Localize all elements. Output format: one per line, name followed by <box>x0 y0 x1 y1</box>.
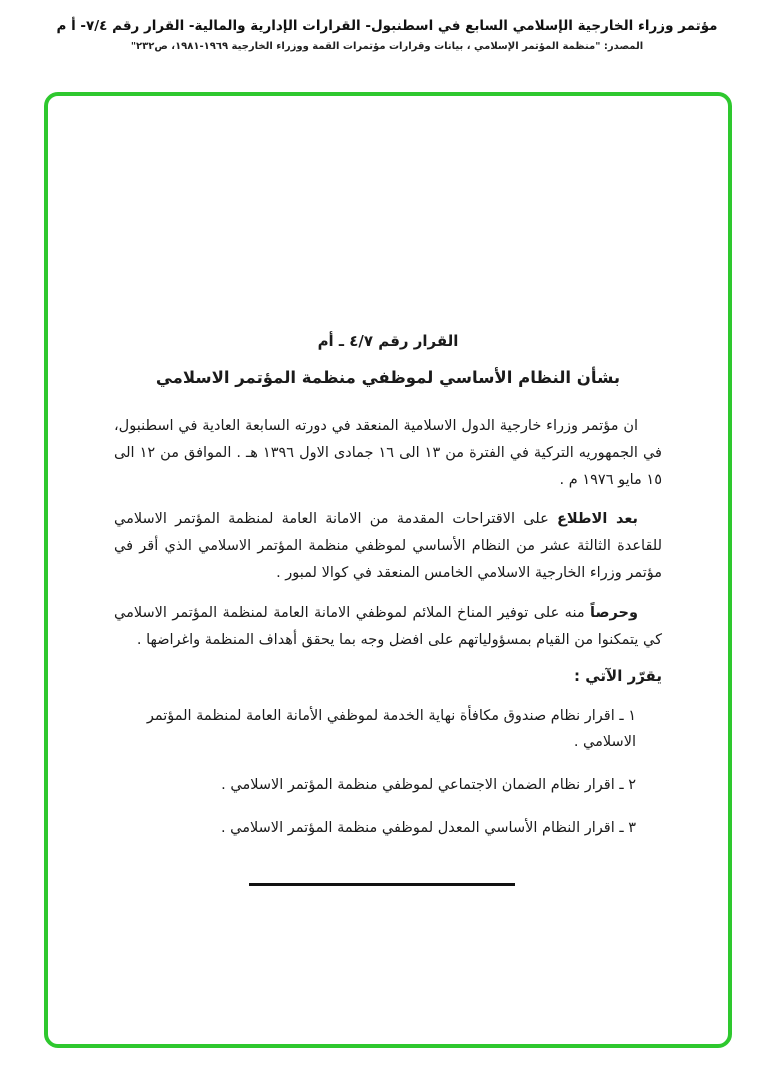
paragraph-motivation <box>114 600 662 654</box>
document-page-border <box>44 92 732 1048</box>
paragraph-text: ان مؤتمر وزراء خارجية الدول الاسلامية المنعقد في دورته السابعة العادية في اسطنبول، في الجمهوريه التركية في الفترة من ١٣ الى ١٦ جمادى الاول ١٣٩٦ هـ . الموافق من ١٢ الى ١٥ مايو ١٩٧٦ م . <box>114 418 662 488</box>
paragraph-preamble <box>114 413 662 493</box>
paragraph-text: على الاقتراحات المقدمة من الامانة العامة لمنظمة المؤتمر الاسلامي للقاعدة الثالثة عشر من النظام الأساسي لموظفي منظمة المؤتمر الاسلامي الذي أقر في مؤتمر وزراء الخارجية الاسلامي الخامس المنعقد في كوالا لمبور . <box>114 511 662 582</box>
decision-intro: يقرّر الآتي : <box>574 666 662 685</box>
citation-line-1: مؤتمر وزراء الخارجية الإسلامي السابع في اسطنبول- القرارات الإدارية والمالية- القرار رقم ٧/٤- أ م <box>56 18 718 34</box>
citation-line-2: المصدر: "منظمة المؤتمر الإسلامي ، بيانات وقرارات مؤتمرات القمة ووزراء الخارجية ١٩٦٩-١٩٨١، ص٢٣٢" <box>130 41 644 52</box>
paragraph-lead: بعد الاطلاع <box>556 511 638 528</box>
citation-header <box>0 0 774 52</box>
paragraph-lead: وحرصاً <box>590 604 638 621</box>
list-item: ٢ ـ اقرار نظام الضمان الاجتماعي لموظفي منظمة المؤتمر الاسلامي . <box>221 776 636 793</box>
document-title: بشأن النظام الأساسي لموظفي منظمة المؤتمر الاسلامي <box>155 368 621 387</box>
footer-divider <box>249 883 515 886</box>
list-item: ٣ ـ اقرار النظام الأساسي المعدل لموظفي منظمة المؤتمر الاسلامي . <box>220 819 636 836</box>
scanned-document-body <box>48 96 728 886</box>
paragraph-text: منه على توفير المناخ الملائم لموظفي الامانة العامة لمنظمة المؤتمر الاسلامي كي يتمكنوا من القيام بمسؤولياتهم على افضل وجه بما يحقق أهداف المنظمة واغراضها . <box>114 604 662 648</box>
paragraph-review <box>114 506 662 586</box>
list-item: ١ ـ اقرار نظام صندوق مكافأة نهاية الخدمة لموظفي الأمانة العامة لمنظمة المؤتمر الاسلامي . <box>146 707 636 750</box>
resolution-number: القرار رقم ٤/٧ ـ أم <box>317 332 459 350</box>
